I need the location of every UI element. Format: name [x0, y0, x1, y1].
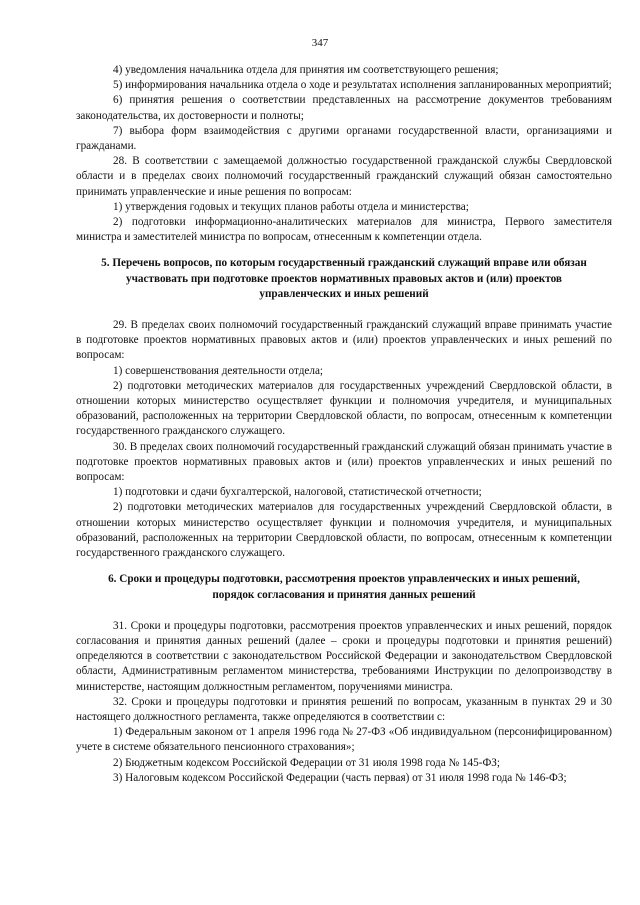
section-6-heading: 6. Сроки и процедуры подготовки, рассмотрения проектов управленческих и иных решений, порядок согласования и принятия данных решений — [108, 573, 580, 601]
clause-30-item-2: 2) подготовки методических материалов для государственных учреждений Свердловской области, в отношении которых министерство осуществляет функции и полномочия учредителя, и муниципальных образований, расположенных на территории Свердловской области, по вопросам, отнесенным к компетенции государственного гражданского служащего. — [76, 501, 612, 560]
page-number: 347 — [311, 37, 329, 49]
clause-28: 28. В соответствии с замещаемой должностью государственной гражданской службы Свердловской области и в пределах своих полномочий государственный гражданский служащий обязан самостоятельно принимать управленческие и иные решения по вопросам: — [76, 155, 612, 198]
clause-32: 32. Сроки и процедуры подготовки и принятия решений по вопросам, указанным в пунктах 29 и 30 настоящего должностного регламента, также определяются в соответствии с: — [76, 695, 612, 723]
clause-28-item-2: 2) подготовки информационно-аналитических материалов для министра, Первого заместителя министра и заместителей министра по вопросам, отнесенным к компетенции отдела. — [76, 216, 612, 244]
list-item-7: 7) выбора форм взаимодействия с другими органами государственной власти, организациями и гражданами. — [76, 124, 612, 153]
spacer — [76, 603, 612, 619]
clause-30: 30. В пределах своих полномочий государственный гражданский служащий обязан принимать участие в подготовке проектов нормативных правовых актов и (или) проектов управленческих и иных решений по вопросам: — [76, 440, 612, 484]
clause-31: 31. Сроки и процедуры подготовки, рассмотрения проектов управленческих и иных решений, порядок согласования и принятия данных решений (далее – сроки и процедуры подготовки и принятия решений) определяются в соответствии с законодательством Российской Федерации и законодательством Свердловской области, Административным регламентом министерства, требованиями Инструкции по делопроизводству в министерстве, настоящим должностным регламентом, поручениями министра. — [76, 619, 612, 693]
section-5-heading: 5. Перечень вопросов, по которым государственный гражданский служащий вправе или обязан участвовать при подготовке проектов нормативных правовых актов и (или) проектов управленческих и иных решений — [101, 257, 587, 300]
clause-29-item-1: 1) совершенствования деятельности отдела; — [113, 364, 324, 377]
list-item-6: 6) принятия решения о соответствии представленных на рассмотрение документов требованиям законодательства, их достоверности и полноты; — [76, 94, 612, 122]
clause-30-item-1: 1) подготовки и сдачи бухгалтерской, налоговой, статистической отчетности; — [113, 486, 482, 499]
page-body — [76, 63, 612, 786]
clause-32-item-3: 3) Налоговым кодексом Российской Федерации (часть первая) от 31 июля 1998 года № 146-ФЗ; — [113, 771, 567, 784]
list-item-4: 4) уведомления начальника отдела для принятия им соответствующего решения; — [113, 64, 499, 76]
list-item-5: 5) информирования начальника отдела о ходе и результатах исполнения запланированных мероприятий; — [113, 79, 612, 92]
clause-28-item-1: 1) утверждения годовых и текущих планов работы отдела и министерства; — [113, 200, 469, 213]
spacer — [76, 302, 612, 318]
clause-32-item-2: 2) Бюджетным кодексом Российской Федерации от 31 июля 1998 года № 145-ФЗ; — [113, 756, 501, 769]
clause-32-item-1: 1) Федеральным законом от 1 апреля 1996 года № 27-ФЗ «Об индивидуальном (персонифицированном) учете в системе обязательного пенсионного страхования»; — [76, 726, 612, 754]
spacer — [76, 245, 612, 256]
clause-29: 29. В пределах своих полномочий государственный гражданский служащий вправе принимать участие в подготовке проектов нормативных правовых актов и (или) проектов управленческих и иных решений по вопросам: — [76, 319, 612, 362]
clause-29-item-2: 2) подготовки методических материалов для государственных учреждений Свердловской области, в отношении которых министерство осуществляет функции и полномочия учредителя, и муниципальных образований, расположенных на территории Свердловской области, по вопросам, отнесенным к компетенции государственного гражданского служащего. — [76, 379, 612, 438]
spacer — [76, 561, 612, 572]
